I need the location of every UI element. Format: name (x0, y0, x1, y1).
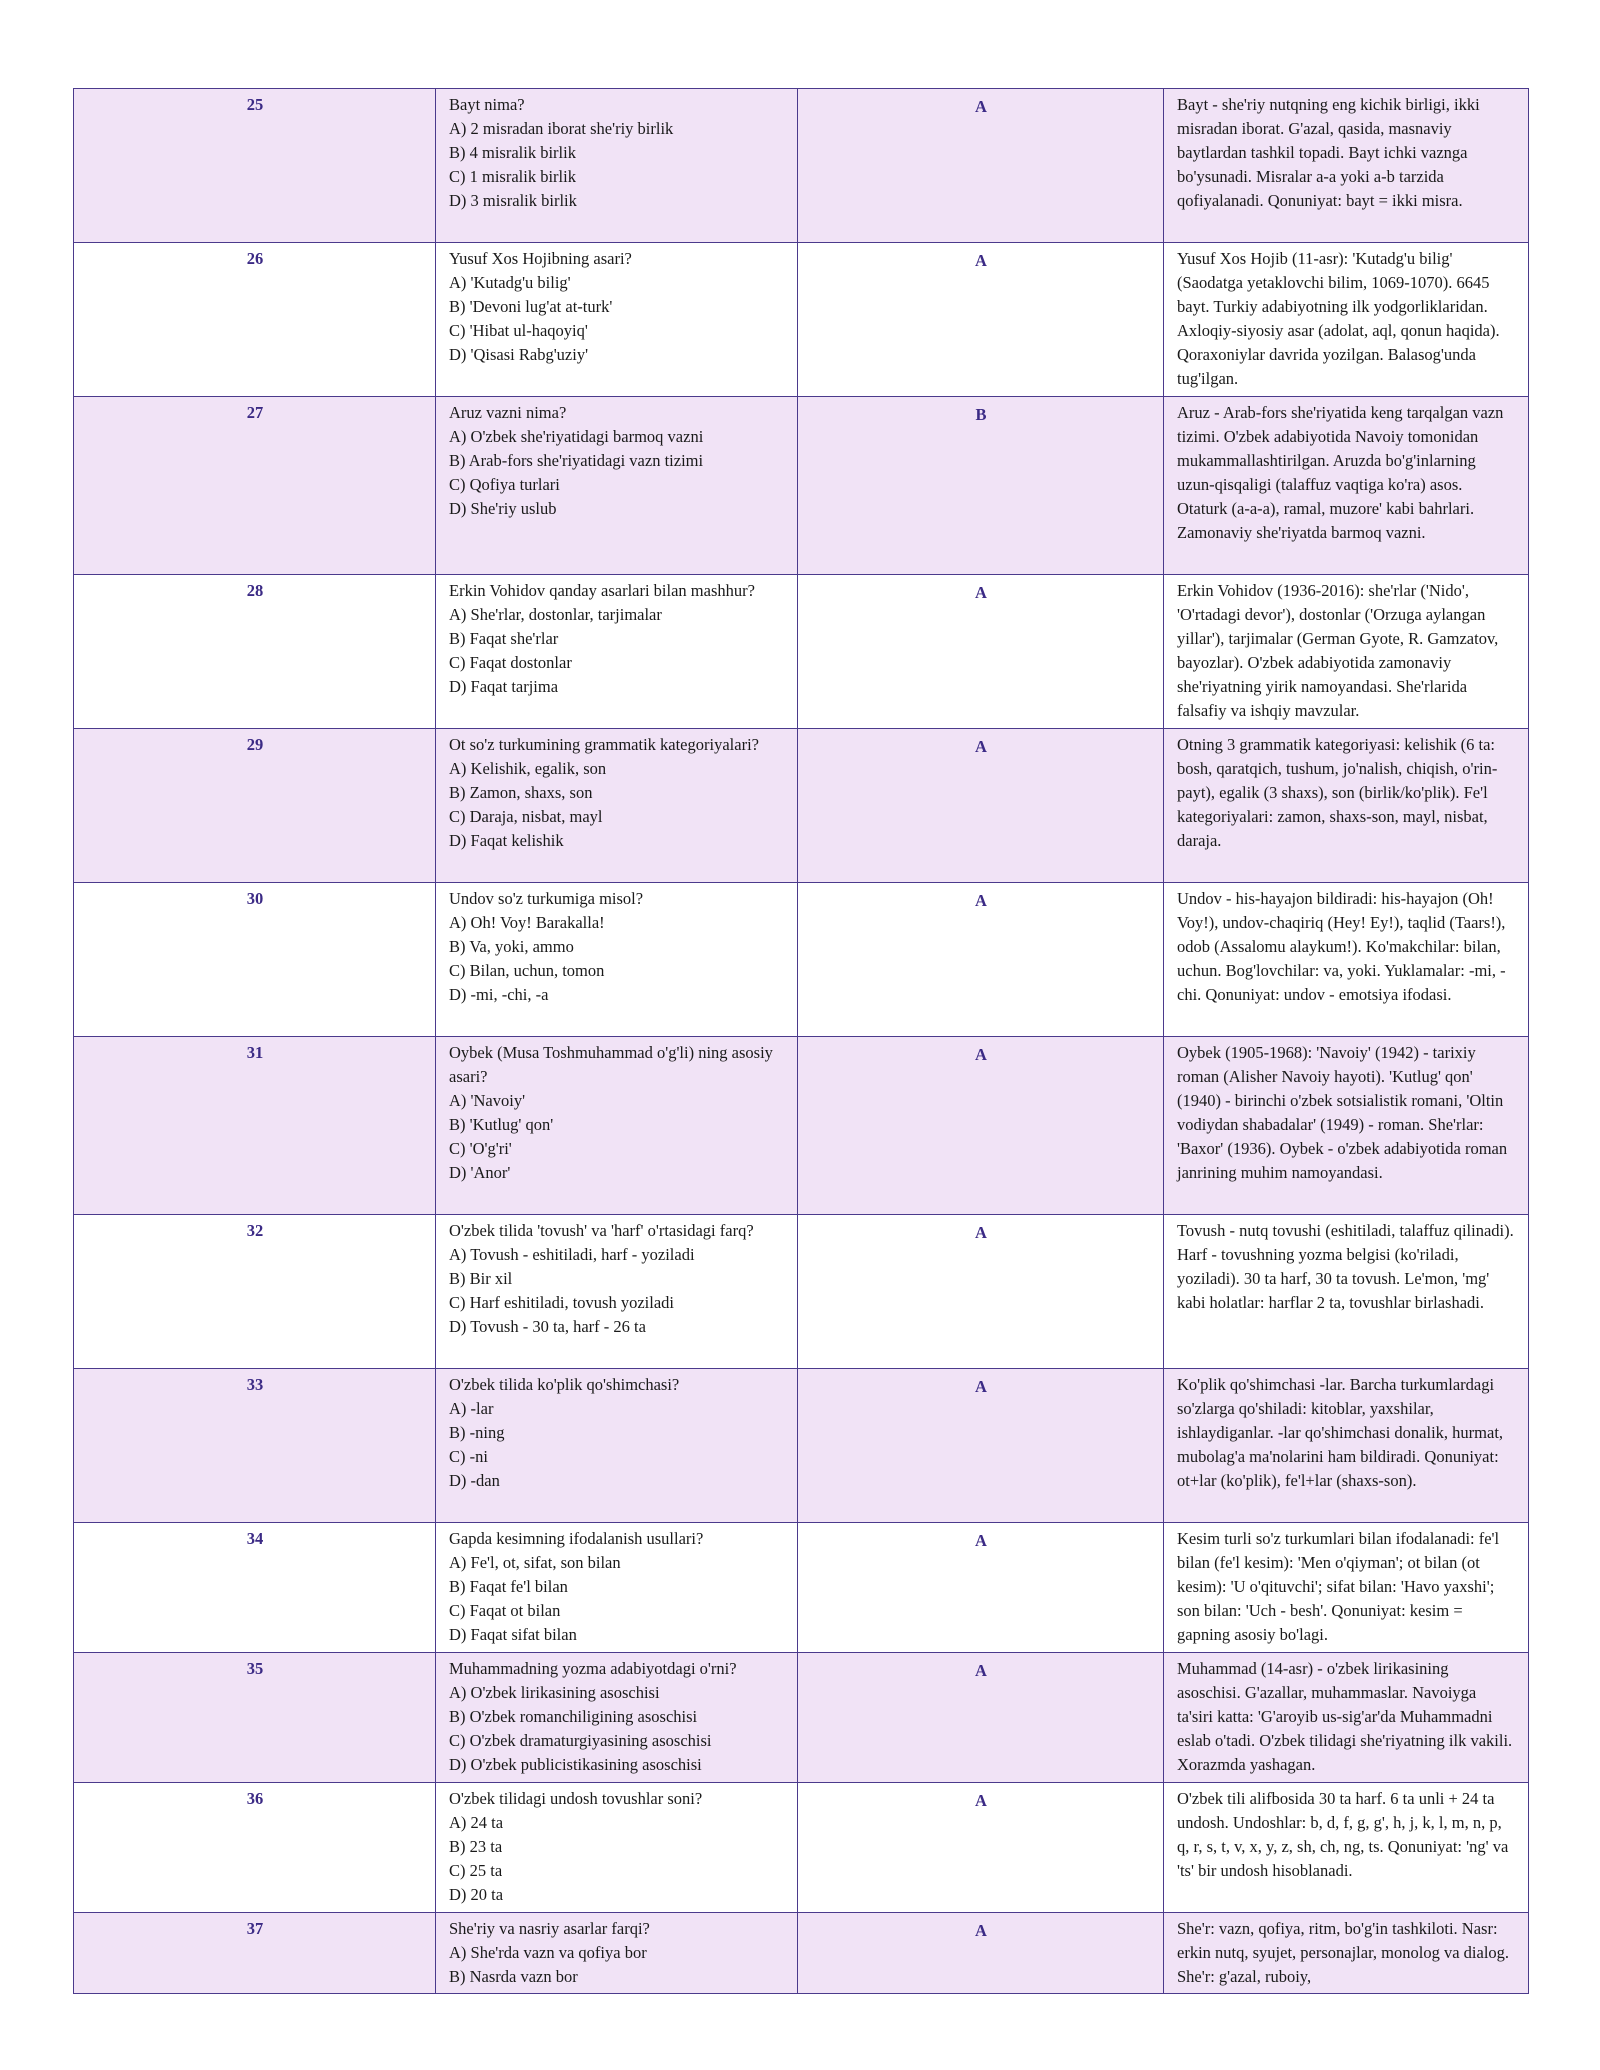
question-cell (436, 1215, 798, 1369)
answer-option: B) 'Kutlug' qon' (449, 1115, 554, 1134)
question-number: 32 (74, 1215, 436, 1369)
answer-option: D) She'riy uslub (449, 499, 557, 518)
question-number: 35 (74, 1653, 436, 1783)
correct-answer-letter: A (975, 1045, 987, 1064)
answer-option: C) 'O'g'ri' (449, 1139, 512, 1158)
answer-key-table (73, 88, 1529, 1994)
answer-option: B) 23 ta (449, 1837, 503, 1856)
correct-answer-cell (798, 1215, 1164, 1369)
correct-answer-cell (798, 575, 1164, 729)
answer-option: A) Kelishik, egalik, son (449, 759, 607, 778)
question-text: Ot so'z turkumining grammatik kategoriyalari? (449, 735, 759, 754)
question-number: 27 (74, 397, 436, 575)
answer-option: B) O'zbek romanchiligining asoschisi (449, 1707, 698, 1726)
answer-option: A) 2 misradan iborat she'riy birlik (449, 119, 674, 138)
question-number: 34 (74, 1523, 436, 1653)
answer-option: D) -dan (449, 1471, 500, 1490)
question-text: Bayt nima? (449, 95, 525, 114)
table-row (74, 1215, 1529, 1369)
question-cell (436, 397, 798, 575)
correct-answer-cell (798, 243, 1164, 397)
table-row (74, 1523, 1529, 1653)
question-text: Gapda kesimning ifodalanish usullari? (449, 1529, 704, 1548)
question-text: She'riy va nasriy asarlar farqi? (449, 1919, 650, 1938)
question-text: O'zbek tilida 'tovush' va 'harf' o'rtasidagi farq? (449, 1221, 754, 1240)
answer-option: D) Faqat sifat bilan (449, 1625, 577, 1644)
table-row (74, 1369, 1529, 1523)
answer-option: B) Nasrda vazn bor (449, 1967, 578, 1986)
question-cell (436, 1523, 798, 1653)
correct-answer-letter: A (975, 1921, 987, 1940)
correct-answer-letter: A (975, 737, 987, 756)
answer-option: C) Daraja, nisbat, mayl (449, 807, 603, 826)
answer-option: C) Qofiya turlari (449, 475, 560, 494)
question-cell (436, 575, 798, 729)
question-number: 36 (74, 1783, 436, 1913)
answer-option: D) 'Qisasi Rabg'uziy' (449, 345, 589, 364)
correct-answer-letter: A (975, 583, 987, 602)
answer-option: A) She'rlar, dostonlar, tarjimalar (449, 605, 662, 624)
table-row (74, 1913, 1529, 1994)
answer-option: B) Arab-fors she'riyatidagi vazn tizimi (449, 451, 704, 470)
answer-option: A) O'zbek she'riyatidagi barmoq vazni (449, 427, 704, 446)
question-number: 31 (74, 1037, 436, 1215)
answer-option: A) 'Navoiy' (449, 1091, 526, 1110)
question-number: 29 (74, 729, 436, 883)
correct-answer-cell (798, 1653, 1164, 1783)
correct-answer-cell (798, 1913, 1164, 1994)
answer-option: D) 3 misralik birlik (449, 191, 577, 210)
answer-option: C) O'zbek dramaturgiyasining asoschisi (449, 1731, 712, 1750)
question-number: 30 (74, 883, 436, 1037)
table-row (74, 729, 1529, 883)
explanation-text: Tovush - nutq tovushi (eshitiladi, talaffuz qilinadi). Harf - tovushning yozma belgisi (ko'riladi, yoziladi). 30 ta harf, 30 ta tovush. Le'mon, 'mg' kabi holatlar: harflar 2 ta, tovushlar birlashadi. (1164, 1215, 1529, 1369)
answer-option: B) 'Devoni lug'at at-turk' (449, 297, 613, 316)
table-row (74, 575, 1529, 729)
question-number: 28 (74, 575, 436, 729)
answer-option: A) 24 ta (449, 1813, 504, 1832)
explanation-text: Ko'plik qo'shimchasi -lar. Barcha turkumlardagi so'zlarga qo'shiladi: kitoblar, yaxshilar, ishlaydiganlar. -lar qo'shimchasi donalik, hurmat, mubolag'a ma'nolarini ham bildiradi. Qonuniyat: ot+lar (ko'plik), fe'l+lar (shaxs-son). (1164, 1369, 1529, 1523)
table-row (74, 1783, 1529, 1913)
answer-option: B) Bir xil (449, 1269, 513, 1288)
table-row (74, 1653, 1529, 1783)
explanation-text: Erkin Vohidov (1936-2016): she'rlar ('Nido', 'O'rtadagi devor'), dostonlar ('Orzuga aylangan yillar'), tarjimalar (German Gyote, R. Gamzatov, bayozlar). O'zbek adabiyotida zamonaviy she'riyatning yirik namoyandasi. She'rlarida falsafiy va ishqiy mavzular. (1164, 575, 1529, 729)
question-cell (436, 1037, 798, 1215)
answer-option: B) Faqat fe'l bilan (449, 1577, 568, 1596)
correct-answer-letter: A (975, 891, 987, 910)
correct-answer-letter: A (975, 1791, 987, 1810)
answer-option: D) O'zbek publicistikasining asoschisi (449, 1755, 702, 1774)
answer-option: A) Tovush - eshitiladi, harf - yoziladi (449, 1245, 695, 1264)
answer-option: C) Faqat dostonlar (449, 653, 572, 672)
question-cell (436, 883, 798, 1037)
table-row (74, 89, 1529, 243)
explanation-text: O'zbek tili alifbosida 30 ta harf. 6 ta unli + 24 ta undosh. Undoshlar: b, d, f, g, g', h, j, k, l, m, n, p, q, r, s, t, v, x, y, z, sh, ch, ng, ts. Qonuniyat: 'ng' va 'ts' bir undosh hisoblanadi. (1164, 1783, 1529, 1913)
explanation-text: Muhammad (14-asr) - o'zbek lirikasining asoschisi. G'azallar, muhammaslar. Navoiyga ta'siri katta: 'G'aroyib us-sig'ar'da Muhammadni eslab o'tadi. O'zbek tilidagi she'riyatning ilk vakili. Xorazmda yashagan. (1164, 1653, 1529, 1783)
explanation-text: She'r: vazn, qofiya, ritm, bo'g'in tashkiloti. Nasr: erkin nutq, syujet, personajlar, monolog va dialog. She'r: g'azal, ruboiy, (1164, 1913, 1529, 1994)
answer-option: A) She'rda vazn va qofiya bor (449, 1943, 647, 1962)
question-text: Muhammadning yozma adabiyotdagi o'rni? (449, 1659, 737, 1678)
question-cell (436, 729, 798, 883)
table-row (74, 397, 1529, 575)
question-cell (436, 1653, 798, 1783)
correct-answer-cell (798, 89, 1164, 243)
answer-option: C) -ni (449, 1447, 488, 1466)
question-cell (436, 243, 798, 397)
question-number: 25 (74, 89, 436, 243)
correct-answer-letter: B (975, 405, 987, 424)
question-text: Undov so'z turkumiga misol? (449, 889, 644, 908)
explanation-text: Oybek (1905-1968): 'Navoiy' (1942) - tarixiy roman (Alisher Navoiy hayoti). 'Kutlug' qon' (1940) - birinchi o'zbek sotsialistik romani, 'Oltin vodiydan shabadalar' (1949) - roman. She'rlar: 'Baxor' (1936). Oybek - o'zbek adabiyotida roman janrining muhim namoyandasi. (1164, 1037, 1529, 1215)
question-text: Aruz vazni nima? (449, 403, 567, 422)
table-row (74, 1037, 1529, 1215)
correct-answer-letter: A (975, 97, 987, 116)
answer-option: B) Faqat she'rlar (449, 629, 559, 648)
explanation-text: Yusuf Xos Hojib (11-asr): 'Kutadg'u bilig' (Saodatga yetaklovchi bilim, 1069-1070). 6645 bayt. Turkiy adabiyotning ilk yodgorliklaridan. Axloqiy-siyosiy asar (adolat, aql, qonun haqida). Qoraxoniylar davrida yozilgan. Balasog'unda tug'ilgan. (1164, 243, 1529, 397)
answer-option: B) Zamon, shaxs, son (449, 783, 593, 802)
answer-option: A) Fe'l, ot, sifat, son bilan (449, 1553, 621, 1572)
answer-option: A) O'zbek lirikasining asoschisi (449, 1683, 660, 1702)
question-text: Erkin Vohidov qanday asarlari bilan mashhur? (449, 581, 755, 600)
correct-answer-cell (798, 1369, 1164, 1523)
question-cell (436, 1913, 798, 1994)
answer-option: C) 1 misralik birlik (449, 167, 576, 186)
question-number: 33 (74, 1369, 436, 1523)
answer-option: C) 25 ta (449, 1861, 503, 1880)
correct-answer-letter: A (975, 251, 987, 270)
answer-option: D) 'Anor' (449, 1163, 511, 1182)
question-number: 26 (74, 243, 436, 397)
answer-option: C) Faqat ot bilan (449, 1601, 561, 1620)
answer-option: A) -lar (449, 1399, 494, 1418)
answer-option: D) Faqat tarjima (449, 677, 559, 696)
explanation-text: Otning 3 grammatik kategoriyasi: kelishik (6 ta: bosh, qaratqich, tushum, jo'nalish, chiqish, o'rin-payt), egalik (3 shaxs), son (birlik/ko'plik). Fe'l kategoriyalari: zamon, shaxs-son, mayl, nisbat, daraja. (1164, 729, 1529, 883)
correct-answer-cell (798, 1783, 1164, 1913)
correct-answer-cell (798, 1523, 1164, 1653)
correct-answer-letter: A (975, 1223, 987, 1242)
answer-option: C) Harf eshitiladi, tovush yoziladi (449, 1293, 674, 1312)
answer-option: D) Faqat kelishik (449, 831, 564, 850)
explanation-text: Kesim turli so'z turkumlari bilan ifodalanadi: fe'l bilan (fe'l kesim): 'Men o'qiyman'; ot bilan (ot kesim): 'U o'qituvchi'; sifat bilan: 'Havo yaxshi'; son bilan: 'Uch - besh'. Qonuniyat: kesim = gapning asosiy bo'lagi. (1164, 1523, 1529, 1653)
question-text: O'zbek tilidagi undosh tovushlar soni? (449, 1789, 703, 1808)
question-text: Yusuf Xos Hojibning asari? (449, 249, 632, 268)
answer-option: C) Bilan, uchun, tomon (449, 961, 605, 980)
answer-option: B) -ning (449, 1423, 505, 1442)
correct-answer-cell (798, 1037, 1164, 1215)
answer-option: B) Va, yoki, ammo (449, 937, 574, 956)
answer-option: D) 20 ta (449, 1885, 504, 1904)
question-text: Oybek (Musa Toshmuhammad o'g'li) ning asosiy asari? (449, 1043, 773, 1086)
answer-option: B) 4 misralik birlik (449, 143, 576, 162)
explanation-text: Aruz - Arab-fors she'riyatida keng tarqalgan vazn tizimi. O'zbek adabiyotida Navoiy tomonidan mukammallashtirilgan. Aruzda bo'g'inlarning uzun-qisqaligi (talaffuz vaqtiga ko'ra) asos. Otaturk (a-a-a), ramal, muzore' kabi bahrlari. Zamonaviy she'riyatda barmoq vazni. (1164, 397, 1529, 575)
answer-key-body (74, 89, 1529, 1994)
correct-answer-cell (798, 729, 1164, 883)
table-row (74, 243, 1529, 397)
question-cell (436, 1783, 798, 1913)
answer-option: A) 'Kutadg'u bilig' (449, 273, 571, 292)
explanation-text: Bayt - she'riy nutqning eng kichik birligi, ikki misradan iborat. G'azal, qasida, masnaviy baytlardan tashkil topadi. Bayt ichki vaznga bo'ysunadi. Misralar a-a yoki a-b tarzida qofiyalanadi. Qonuniyat: bayt = ikki misra. (1164, 89, 1529, 243)
answer-option: D) -mi, -chi, -a (449, 985, 549, 1004)
answer-option: D) Tovush - 30 ta, harf - 26 ta (449, 1317, 646, 1336)
correct-answer-letter: A (975, 1531, 987, 1550)
table-row (74, 883, 1529, 1037)
correct-answer-letter: A (975, 1661, 987, 1680)
answer-option: C) 'Hibat ul-haqoyiq' (449, 321, 588, 340)
question-cell (436, 1369, 798, 1523)
question-text: O'zbek tilida ko'plik qo'shimchasi? (449, 1375, 680, 1394)
correct-answer-cell (798, 397, 1164, 575)
question-number: 37 (74, 1913, 436, 1994)
answer-option: A) Oh! Voy! Barakalla! (449, 913, 605, 932)
correct-answer-letter: A (975, 1377, 987, 1396)
question-cell (436, 89, 798, 243)
correct-answer-cell (798, 883, 1164, 1037)
explanation-text: Undov - his-hayajon bildiradi: his-hayajon (Oh! Voy!), undov-chaqiriq (Hey! Ey!), taqlid (Taars!), odob (Assalomu alaykum!). Ko'makchilar: bilan, uchun. Bog'lovchilar: va, yoki. Yuklamalar: -mi, -chi. Qonuniyat: undov - emotsiya ifodasi. (1164, 883, 1529, 1037)
